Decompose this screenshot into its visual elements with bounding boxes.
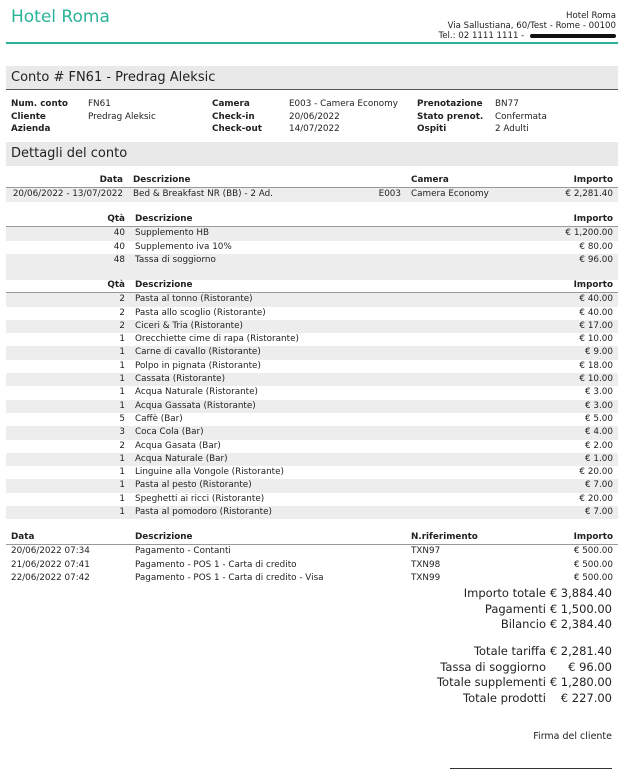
hotel-name: Hotel Roma	[11, 7, 110, 27]
prod-importo: € 10.00	[579, 334, 613, 345]
prod-importo: € 20.00	[579, 493, 613, 504]
prod-importo: € 18.00	[579, 360, 613, 371]
table-row	[6, 241, 618, 254]
prod-qta: 2	[119, 440, 125, 451]
rate-total-value: € 2,281.40	[549, 644, 612, 658]
checkin-label: Check-in	[212, 111, 255, 122]
table-row	[6, 188, 618, 202]
prod-descr: Pasta al pesto (Ristorante)	[130, 479, 548, 492]
pay-header-importo: Importo	[548, 531, 618, 545]
hotel-address-contact	[438, 31, 616, 41]
stay-header-row	[6, 174, 618, 188]
pay-date: 21/06/2022 07:41	[11, 559, 90, 570]
checkout-label: Check-out	[212, 124, 262, 134]
stay-header-descr: Descrizione	[128, 174, 368, 188]
azienda-label: Azienda	[11, 124, 51, 134]
checkin-value: 20/06/2022	[289, 111, 340, 122]
products-total-row	[437, 691, 612, 707]
products-total-label: Totale prodotti	[463, 690, 546, 705]
supp-header-qta: Qtà	[6, 213, 130, 227]
prod-qta: 1	[119, 467, 125, 478]
pay-header-rif: N.riferimento	[406, 531, 548, 545]
table-row	[6, 346, 618, 359]
balance-summary	[464, 586, 612, 633]
table-row	[6, 479, 618, 492]
stay-header-data: Data	[6, 174, 128, 188]
total-label: Importo totale	[463, 586, 546, 600]
prod-descr: Caffè (Bar)	[135, 413, 183, 424]
table-row	[6, 440, 618, 453]
prod-importo: € 7.00	[548, 479, 618, 492]
signature-line	[450, 768, 612, 769]
stay-header-importo: Importo	[548, 174, 618, 188]
payments-header-row	[6, 531, 618, 545]
num-conto-value: FN61	[88, 99, 111, 109]
table-row	[6, 545, 618, 559]
prod-qta: 1	[6, 346, 130, 359]
info-values-col1	[88, 98, 156, 123]
pay-header-data: Data	[6, 531, 130, 545]
header-divider	[6, 42, 618, 44]
details-title: Dettagli del conto	[11, 146, 128, 161]
table-row	[6, 506, 618, 519]
prod-qta: 2	[6, 293, 130, 307]
products-header-row	[6, 279, 618, 293]
table-row	[6, 307, 618, 320]
prod-qta: 1	[6, 373, 130, 386]
prod-importo: € 10.00	[548, 373, 618, 386]
cliente-label: Cliente	[11, 111, 46, 122]
supplements-table	[6, 213, 618, 280]
payments-table	[6, 531, 618, 585]
prod-importo: € 3.00	[548, 400, 618, 413]
signature-label: Firma del cliente	[533, 731, 612, 742]
tourist-tax-label: Tassa di soggiorno	[440, 659, 546, 674]
prod-descr: Acqua Naturale (Ristorante)	[135, 387, 258, 398]
stay-descr: Bed & Breakfast NR (BB) - 2 Ad.	[128, 188, 368, 202]
supp-importo: € 80.00	[579, 241, 613, 252]
stay-importo: € 2,281.40	[548, 188, 618, 202]
prenotazione-value: BN77	[495, 99, 519, 109]
prod-descr: Pasta allo scoglio (Ristorante)	[135, 307, 266, 318]
supp-qta: 48	[6, 254, 130, 267]
table-row	[6, 320, 618, 333]
payments-label: Pagamenti	[484, 601, 546, 616]
supp-importo: € 1,200.00	[548, 227, 618, 241]
hotel-address-street: Via Sallustiana, 60/Test - Rome - 00100	[447, 21, 616, 31]
prod-importo: € 17.00	[548, 320, 618, 333]
prod-descr: Speghetti ai ricci (Ristorante)	[135, 493, 265, 504]
hotel-address-name: Hotel Roma	[566, 11, 616, 21]
prod-descr: Coca Cola (Bar)	[130, 426, 548, 439]
prod-qta: 1	[6, 506, 130, 519]
prod-header-importo: Importo	[548, 279, 618, 293]
ospiti-label: Ospiti	[417, 124, 447, 134]
prod-qta: 1	[6, 453, 130, 466]
prod-descr: Pasta al pomodoro (Ristorante)	[130, 506, 548, 519]
supplements-total-row	[437, 675, 612, 691]
pay-importo: € 500.00	[573, 546, 613, 557]
prod-descr: Orecchiette cime di rapa (Ristorante)	[135, 334, 299, 345]
table-row	[6, 413, 618, 426]
prod-descr: Acqua Gassata (Ristorante)	[130, 400, 548, 413]
prod-header-qta: Qtà	[6, 279, 130, 293]
prod-descr: Pasta al tonno (Ristorante)	[130, 293, 548, 307]
table-row	[6, 373, 618, 386]
hotel-address	[438, 11, 616, 41]
prod-importo: € 9.00	[548, 346, 618, 359]
payments-row	[464, 602, 612, 618]
prod-importo: € 1.00	[548, 453, 618, 466]
prod-qta: 1	[119, 334, 125, 345]
prod-qta: 5	[119, 413, 125, 424]
balance-label: Bilancio	[500, 617, 546, 631]
prod-qta: 1	[6, 479, 130, 492]
num-conto-label: Num. conto	[11, 99, 68, 109]
totals-breakdown	[437, 644, 612, 706]
stay-date: 20/06/2022 - 13/07/2022	[6, 188, 128, 202]
table-row	[6, 572, 618, 585]
supp-header-importo: Importo	[548, 213, 618, 227]
camera-value: E003 - Camera Economy	[289, 99, 398, 109]
bill-title-band	[6, 66, 618, 90]
total-value: € 3,884.40	[549, 586, 612, 600]
supplements-header-row	[6, 213, 618, 227]
pay-date: 22/06/2022 07:42	[11, 572, 90, 583]
pay-descr: Pagamento - Contanti	[135, 546, 231, 557]
prod-header-descr: Descrizione	[130, 279, 548, 293]
prod-descr: Ciceri & Tria (Ristorante)	[130, 320, 548, 333]
prod-importo: € 40.00	[579, 307, 613, 318]
table-row	[6, 386, 618, 399]
supplements-total-value: € 1,280.00	[549, 675, 612, 689]
table-row	[6, 333, 618, 346]
pay-header-descr: Descrizione	[130, 531, 406, 545]
stay-header-camera: Camera	[406, 174, 548, 188]
supp-qta: 40	[113, 241, 125, 252]
products-table	[6, 279, 618, 519]
camera-label: Camera	[212, 99, 250, 109]
prod-descr: Acqua Naturale (Bar)	[130, 453, 548, 466]
balance-value: € 2,384.40	[549, 617, 612, 631]
info-labels-col1	[11, 98, 68, 136]
prod-qta: 1	[119, 360, 125, 371]
prod-importo: € 2.00	[585, 440, 613, 451]
payments-value: € 1,500.00	[549, 601, 612, 616]
prod-qta: 1	[6, 400, 130, 413]
table-row	[6, 293, 618, 307]
prod-qta: 1	[119, 387, 125, 398]
table-row	[6, 360, 618, 373]
prod-descr: Linguine alla Vongole (Ristorante)	[135, 467, 284, 478]
table-row	[6, 453, 618, 466]
table-row	[6, 559, 618, 572]
supp-descr: Supplemento iva 10%	[135, 241, 232, 252]
prod-importo: € 5.00	[585, 413, 613, 424]
rate-total-row	[437, 644, 612, 660]
supp-header-descr: Descrizione	[130, 213, 548, 227]
details-title-band	[6, 142, 618, 166]
pay-importo: € 500.00	[573, 572, 613, 583]
prod-importo: € 7.00	[548, 506, 618, 519]
ospiti-value: 2 Adulti	[495, 124, 529, 134]
checkout-value: 14/07/2022	[289, 124, 340, 134]
table-row	[6, 254, 618, 267]
pay-descr: Pagamento - POS 1 - Carta di credito - Visa	[135, 572, 324, 583]
prod-descr: Acqua Gasata (Bar)	[135, 440, 221, 451]
bill-title: Conto # FN61 - Predrag Aleksic	[11, 70, 216, 85]
pay-rif: TXN98	[411, 559, 441, 570]
rate-total-label: Totale tariffa	[473, 644, 546, 658]
hotel-phone: Tel.: 02 1111 1111 -	[438, 31, 527, 41]
prod-importo: € 4.00	[548, 426, 618, 439]
pay-date: 20/06/2022 07:34	[11, 546, 90, 557]
info-labels-col2	[212, 98, 262, 136]
prod-importo: € 40.00	[548, 293, 618, 307]
supp-qta: 40	[6, 227, 130, 241]
stato-label: Stato prenot.	[417, 111, 484, 122]
stay-room-name: Camera Economy	[406, 188, 548, 202]
info-values-col3	[495, 98, 547, 136]
supp-descr: Supplemento HB	[130, 227, 548, 241]
stay-room-code: E003	[368, 188, 406, 202]
cliente-value: Predrag Aleksic	[88, 111, 156, 122]
redacted-email	[530, 34, 616, 38]
table-row	[6, 466, 618, 479]
prod-qta: 2	[6, 320, 130, 333]
prod-importo: € 20.00	[579, 467, 613, 478]
pay-rif: TXN99	[411, 572, 441, 583]
table-row	[6, 493, 618, 506]
pay-rif: TXN97	[411, 546, 441, 557]
table-row	[6, 400, 618, 413]
pay-descr: Pagamento - POS 1 - Carta di credito	[135, 559, 297, 570]
prod-descr: Polpo in pignata (Ristorante)	[135, 360, 261, 371]
info-values-col2	[289, 98, 398, 136]
info-labels-col3	[417, 98, 483, 136]
tourist-tax-row	[437, 660, 612, 676]
products-total-value: € 227.00	[560, 690, 612, 705]
prod-importo: € 3.00	[585, 387, 613, 398]
total-row	[464, 586, 612, 602]
prod-descr: Cassata (Ristorante)	[130, 373, 548, 386]
supp-descr: Tassa di soggiorno	[130, 254, 548, 267]
prod-qta: 3	[6, 426, 130, 439]
balance-row	[464, 617, 612, 633]
prenotazione-label: Prenotazione	[417, 99, 483, 109]
prod-qta: 2	[119, 307, 125, 318]
table-row	[6, 227, 618, 241]
prod-qta: 1	[119, 493, 125, 504]
table-row	[6, 426, 618, 439]
supplements-total-label: Totale supplementi	[436, 675, 546, 689]
stay-table	[6, 174, 618, 202]
supp-importo: € 96.00	[548, 254, 618, 267]
tourist-tax-value: € 96.00	[568, 659, 612, 674]
pay-importo: € 500.00	[573, 559, 613, 570]
stato-value: Confermata	[495, 111, 547, 122]
prod-descr: Carne di cavallo (Ristorante)	[130, 346, 548, 359]
